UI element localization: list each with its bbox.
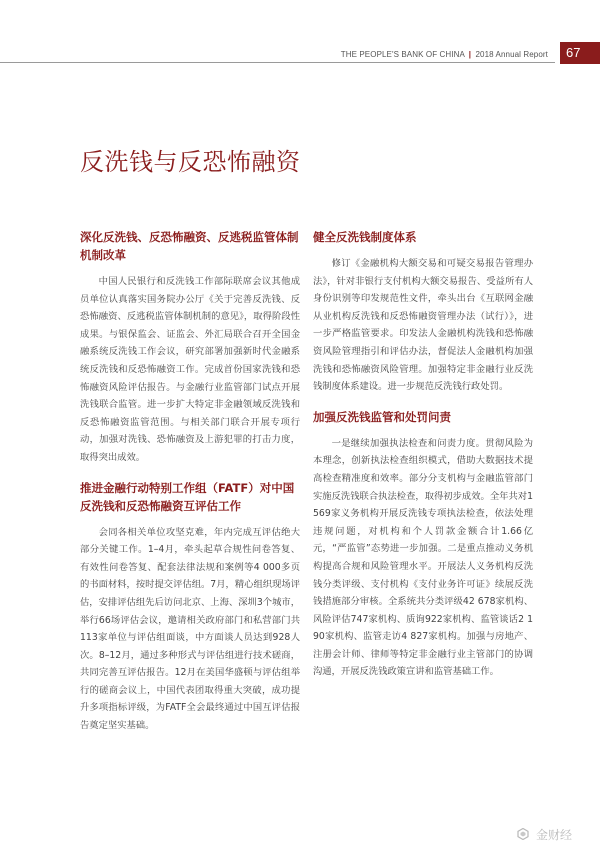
- header-separator: |: [468, 50, 472, 59]
- section-title-fatf-evaluation: 推进金融行动特别工作组（FATF）对中国反洗钱和反恐怖融资互评估工作: [80, 480, 295, 513]
- header-rule: [0, 62, 555, 63]
- paragraph-aml-enforcement: 一是继续加强执法检查和问责力度。贯彻风险为本理念，创新执法检查组织模式，借助大数据技术提高检查精准度和效率。部分分支机构与金融监管部门实施反洗钱联合执法检查，取得初步成效。全年共对1 569家义务机构开展反洗钱专项执法检查，依法处理违规问题，对机构和个人罚款金额合计1.66亿元，“严监管”态势进一步加强。二是重点推动义务机构提高合规和风险管理水平。开展法人义务机构反洗钱分类评级、支付机构《支付业务许可证》续展反洗钱措施部分审核。全系统共分类评级42 678家机构、风险评估747家机构、质询922家机构、监管谈话2 190家机构、监管走访4 827家机构。加强与房地产、注册会计师、律师等特定非金融行业主管部门的协调沟通，开展反洗钱政策宣讲和监管基础工作。: [313, 437, 533, 678]
- watermark: [517, 826, 572, 843]
- paragraph-aml-system: 修订《金融机构大额交易和可疑交易报告管理办法》，针对非银行支付机构大额交易报告、受益所有人身份识别等印发规范性文件，牵头出台《互联网金融从业机构反洗钱和反恐怖融资管理办法（试行）》，进一步严格监管要求。印发法人金融机构洗钱和恐怖融资风险管理指引和评估办法，督促法人金融机构加强洗钱和恐怖融资风险管理。加强特定非金融行业反洗钱制度体系建设。进一步规范反洗钱行政处罚。: [313, 258, 533, 393]
- right-column: [313, 228, 533, 685]
- page-number: 67: [560, 42, 600, 64]
- page-header: [0, 42, 600, 64]
- section-title-aml-system: 健全反洗钱制度体系: [313, 230, 417, 244]
- section-title-aml-enforcement: 加强反洗钱监管和处罚问责: [313, 409, 451, 424]
- paragraph-supervision-reform: 中国人民银行和反洗钱工作部际联席会议其他成员单位认真落实国务院办公厅《关于完善反洗钱、反恐怖融资、反逃税监管体制机制的意见》，取得阶段性成果。与银保监会、证监会、外汇局联合召开全国金融系统反洗钱工作会议，研究部署加强新时代金融系统反洗钱和反恐怖融资工作。完成首份国家洗钱和恐怖融资风险评估报告。与金融行业监管部门试点开展洗钱联合监管。进一步扩大特定非金融领域反洗钱和反恐怖融资监管范围。与相关部门联合开展专项行动，加强对洗钱、恐怖融资及上游犯罪的打击力度，取得突出成效。: [80, 276, 300, 463]
- page-title: 反洗钱与反恐怖融资: [80, 148, 301, 176]
- header-org: THE PEOPLE'S BANK OF CHINA: [340, 50, 465, 59]
- paragraph-fatf-evaluation: 会同各相关单位攻坚克难，年内完成互评估绝大部分关键工作。1–4月，牵头起草合规性问卷答复、有效性问卷答复、配套法律法规和案例等4 000多页的书面材料，按时提交评估组。7月，精心组织现场评估，安排评估组先后访问北京、上海、深圳3个城市，举行66场评估会议，邀请相关政府部门和私营部门共113家单位与评估组面谈，中方面谈人员达到928人次。8–12月，通过多种形式与评估组进行技术磋商，共同完善互评估报告。12月在美国华盛顿与评估组举行的磋商会议上，中国代表团取得重大突破，成功提升多项指标评级，为FATF全会最终通过中国互评估报告奠定坚实基础。: [80, 526, 300, 732]
- section-title-supervision-reform: 深化反洗钱、反恐怖融资、反逃税监管体制机制改革: [80, 230, 299, 262]
- left-column: [80, 228, 300, 739]
- watermark-text: 金财经: [535, 828, 572, 842]
- header-report: 2018 Annual Report: [475, 50, 548, 59]
- hexagon-logo-icon: [517, 828, 529, 840]
- running-header: [341, 50, 548, 59]
